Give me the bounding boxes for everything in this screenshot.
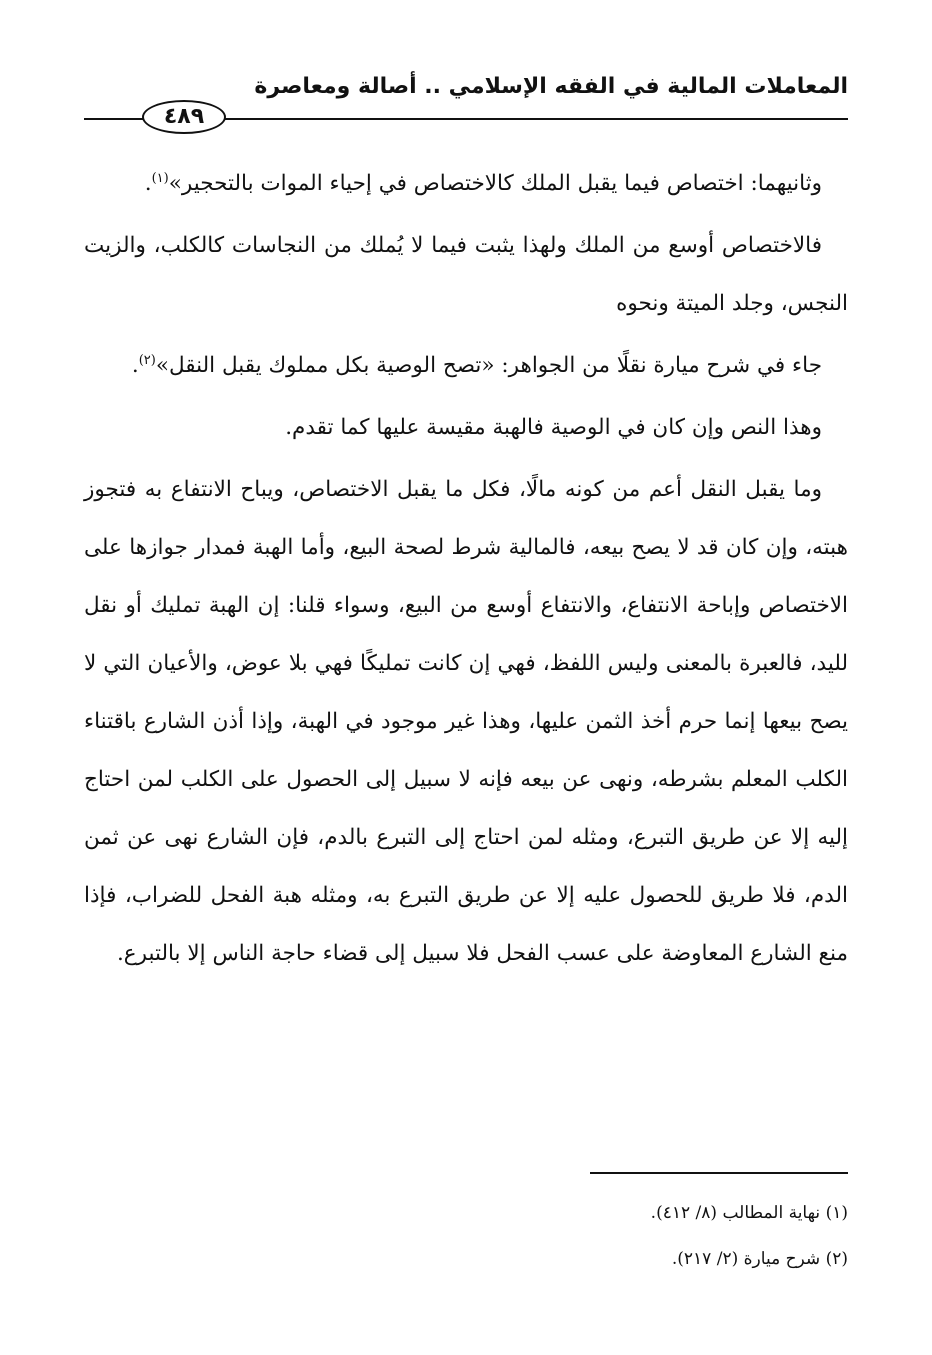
running-header: المعاملات المالية في الفقه الإسلامي .. أصالة ومعاصرة <box>254 74 848 99</box>
footnote-2: (٢) شرح ميارة (٢/ ٢١٧). <box>671 1249 848 1269</box>
paragraph-text: وما يقبل النقل أعم من كونه مالًا، فكل ما يقبل الاختصاص، ويباح الانتفاع به فتجوز هبته، وإن كان قد لا يصح بيعه، فالمالية شرط لصحة البيع، وأما الهبة فمدار جوازها على الاختصاص وإباحة الانتفاع، والانتفاع أوسع من البيع، وسواء قلنا: إن الهبة تمليك أو نقل لليد، فالعبرة بالمعنى وليس اللفظ، فهي إن كانت تمليكًا فهي بلا عوض، والأعيان التي لا يصح بيعها إنما حرم أخذ الثمن عليها، وهذا غير موجود في الهبة، وإذا أذن الشارع باقتناء الكلب المعلم بشرطه، ونهى عن بيعه فإنه لا سبيل إلى الحصول على الكلب لمن احتاج إليه إلا عن طريق التبرع، ومثله لمن احتاج إلى التبرع بالدم، فإن الشارع نهى عن ثمن الدم، فلا طريق للحصول عليه إلا عن طريق التبرع به، ومثله هبة الفحل للضراب، فإذا منع الشارع المعاوضة على عسب الفحل فلا سبيل إلى قضاء حاجة الناس إلا بالتبرع. <box>84 477 848 966</box>
paragraph-text: وهذا النص وإن كان في الوصية فالهبة مقيسة عليها كما تقدم. <box>285 415 822 440</box>
paragraph-text: وثانيهما: اختصاص فيما يقبل الملك كالاختصاص في إحياء الموات بالتحجير» <box>168 171 822 196</box>
footnote-rule <box>590 1172 848 1174</box>
paragraph-2 <box>84 217 848 333</box>
footnote-ref-1: (١) <box>151 170 169 186</box>
paragraph-text: فالاختصاص أوسع من الملك ولهذا يثبت فيما لا يُملك من النجاسات كالكلب، والزيت النجس، وجلد الميتة ونحوه <box>84 233 848 316</box>
footnotes <box>84 1190 848 1282</box>
paragraph-end: . <box>131 353 139 378</box>
footnote-ref-2: (٢) <box>138 352 156 368</box>
page-number: ٤٨٩ <box>142 100 226 134</box>
footnote-1: (١) نهاية المطالب (٨/ ٤١٢). <box>650 1203 848 1223</box>
paragraph-4 <box>84 399 848 457</box>
body-text <box>84 155 848 983</box>
paragraph-text: جاء في شرح ميارة نقلًا من الجواهر: «تصح الوصية بكل مملوك يقبل النقل» <box>155 353 822 378</box>
paragraph-1 <box>84 155 848 213</box>
paragraph-5 <box>84 461 848 983</box>
paragraph-3 <box>84 337 848 395</box>
paragraph-end: . <box>144 171 152 196</box>
